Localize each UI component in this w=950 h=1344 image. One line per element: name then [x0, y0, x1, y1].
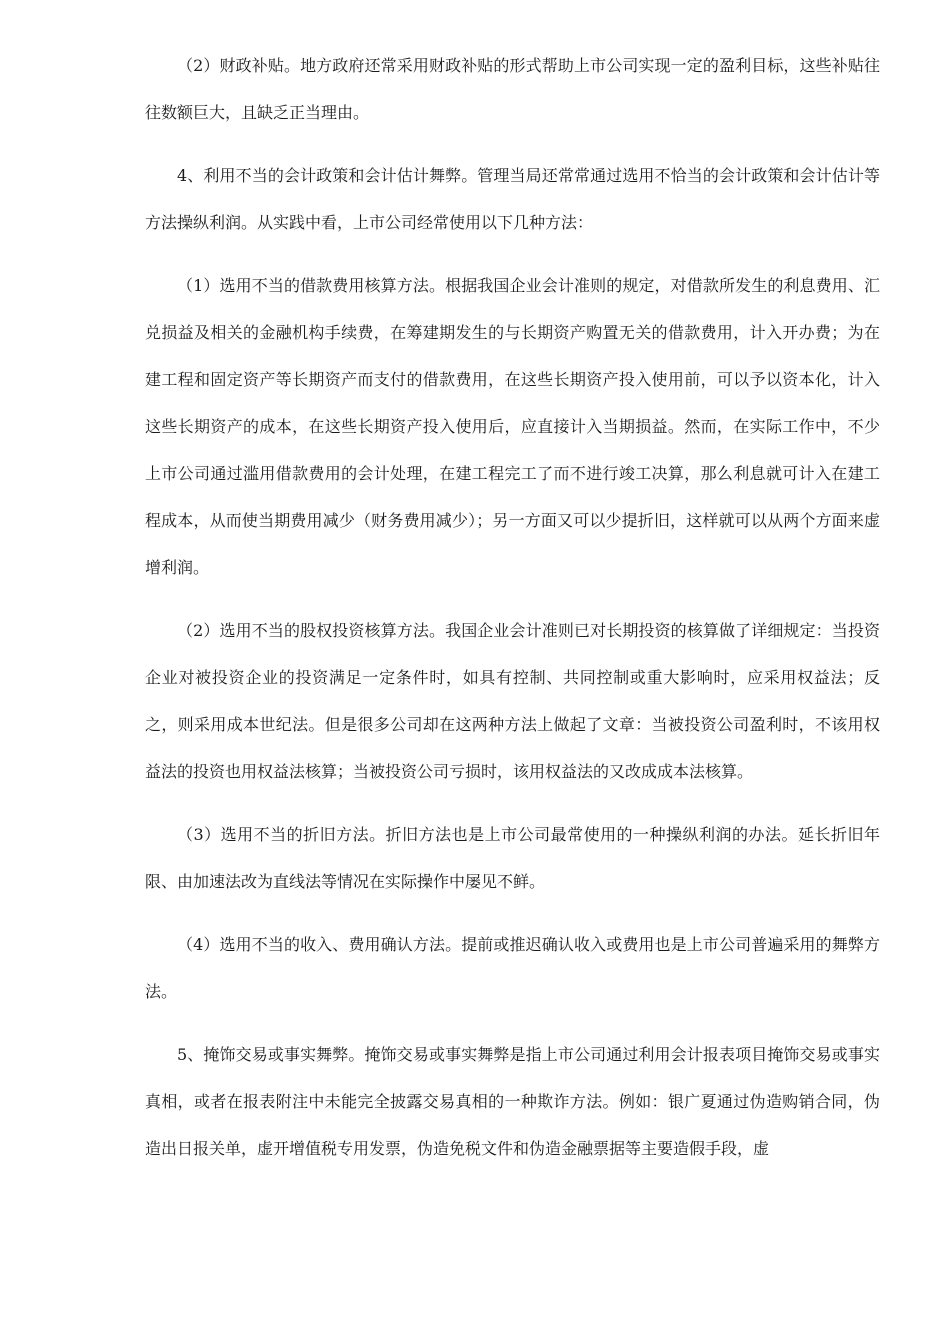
paragraph-depreciation-method: （3）选用不当的折旧方法。折旧方法也是上市公司最常使用的一种操纵利润的办法。延长折旧年限、由加速法改为直线法等情况在实际操作中屡见不鲜。: [145, 825, 880, 891]
paragraph-fiscal-subsidy: （2）财政补贴。地方政府还常采用财政补贴的形式帮助上市公司实现一定的盈利目标，这些补贴往往数额巨大，且缺乏正当理由。: [145, 56, 880, 122]
paragraph-accounting-policy-fraud: 4、利用不当的会计政策和会计估计舞弊。管理当局还常常通过选用不恰当的会计政策和会计估计等方法操纵利润。从实践中看，上市公司经常使用以下几种方法：: [145, 166, 880, 232]
paragraph-borrowing-cost-method: （1）选用不当的借款费用核算方法。根据我国企业会计准则的规定，对借款所发生的利息费用、汇兑损益及相关的金融机构手续费，在筹建期发生的与长期资产购置无关的借款费用，计入开办费；为在建工程和固定资产等长期资产而支付的借款费用，在这些长期资产投入使用前，可以予以资本化，计入这些长期资产的成本，在这些长期资产投入使用后，应直接计入当期损益。然而，在实际工作中，不少上市公司通过滥用借款费用的会计处理，在建工程完工了而不进行竣工决算，那么利息就可计入在建工程成本，从而使当期费用减少（财务费用减少）；另一方面又可以少提折旧，这样就可以从两个方面来虚增利润。: [145, 276, 880, 577]
paragraph-revenue-expense-recognition: （4）选用不当的收入、费用确认方法。提前或推迟确认收入或费用也是上市公司普遍采用的舞弊方法。: [145, 935, 880, 1001]
document-body: [145, 42, 880, 1172]
paragraph-equity-investment-method: （2）选用不当的股权投资核算方法。我国企业会计准则已对长期投资的核算做了详细规定：当投资企业对被投资企业的投资满足一定条件时，如具有控制、共同控制或重大影响时，应采用权益法；反之，则采用成本世纪法。但是很多公司却在这两种方法上做起了文章：当被投资公司盈利时，不该用权益法的投资也用权益法核算；当被投资公司亏损时，该用权益法的又改成成本法核算。: [145, 621, 880, 781]
paragraph-concealed-transactions: 5、掩饰交易或事实舞弊。掩饰交易或事实舞弊是指上市公司通过利用会计报表项目掩饰交易或事实真相，或者在报表附注中未能完全披露交易真相的一种欺诈方法。例如：银广夏通过伪造购销合同，伪造出日报关单，虚开增值税专用发票，伪造免税文件和伪造金融票据等主要造假手段，虚: [145, 1045, 880, 1158]
